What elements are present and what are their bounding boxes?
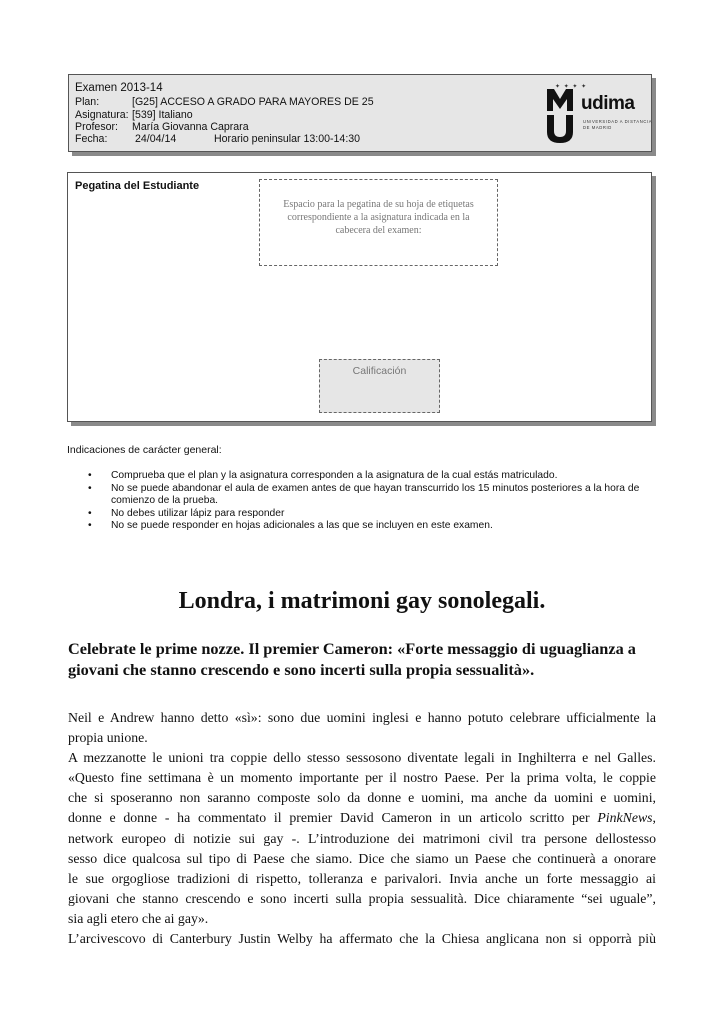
sticker-instructions: Espacio para la pegatina de su hoja de etiquetas correspondiente a la asignatura indicada en la cabecera del examen:: [283, 199, 474, 236]
bullet-icon: •: [88, 520, 92, 532]
mu-logo-icon: [545, 87, 581, 145]
student-sticker-label: Pegatina del Estudiante: [75, 180, 200, 192]
exam-header: [68, 74, 652, 152]
logo-subtitle-1: UNIVERSIDAD A DISTANCIA: [583, 119, 653, 124]
body-line: sesso dice qualcosa sul tipo di Paese che siamo. Dice che siamo un Paese che continuerà a onorare: [68, 850, 656, 866]
schedule-value: Horario peninsular 13:00-14:30: [214, 133, 361, 145]
logo-wordmark: udima: [581, 93, 635, 114]
bullet-icon: •: [88, 482, 92, 494]
plan-label: Plan:: [75, 96, 100, 108]
plan-value: [G25] ACCESO A GRADO PARA MAYORES DE 25: [132, 96, 374, 108]
list-item: • No debes utilizar lápiz para responder: [88, 507, 285, 519]
body-line: giovani che stanno crescendo e sono incerti sulla propia sessualità. Dice chiaramente “sei uguale”,: [68, 890, 656, 906]
subject-value: [539] Italiano: [132, 109, 193, 121]
grade-label: Calificación: [352, 365, 407, 377]
body-line: sia agli etero che ai gay».: [68, 910, 209, 926]
list-item: • No se puede responder en hojas adicionales a las que se incluyen en este examen.: [88, 520, 493, 532]
article-title: Londra, i matrimoni gay sonolegali.: [178, 588, 546, 614]
logo-subtitle-2: DE MADRID: [583, 125, 612, 130]
body-line: L’arcivescovo di Canterbury Justin Welby ha affermato che la Chiesa anglicana non si opporrà più: [68, 931, 656, 947]
body-line: donne e donne - ha commentato il premier David Cameron in un articolo scritto per PinkNews,: [68, 810, 656, 826]
body-line: A mezzanotte le unioni tra coppie dello stesso sessosono diventate legali in Inghilterra e nel Galles.: [68, 750, 656, 766]
list-item: • No se puede abandonar el aula de examen antes de que hayan transcurrido los 15 minutos posteriores a la hora de comienzo de la prueba.: [88, 482, 640, 507]
date-value: 24/04/14: [135, 133, 177, 145]
sticker-area: [259, 179, 498, 266]
body-line: Neil e Andrew hanno detto «sì»: sono due uomini inglesi e hanno potuto celebrare ufficialmente la: [68, 710, 656, 725]
date-label: Fecha:: [75, 133, 108, 145]
grade-box: [319, 359, 440, 413]
article-subtitle: Celebrate le prime nozze. Il premier Cameron: «Forte messaggio di uguaglianza a giovani che stanno crescendo e sono incerti sulla propia sessualità».: [68, 639, 636, 679]
body-line: network europeo di notizie sui gay -. L’introduzione dei matrimoni civil tra persone dellostesso: [68, 830, 656, 846]
crown-icon: ✦ ✦ ✦ ✦: [555, 84, 588, 90]
pinknews-name: PinkNews: [597, 810, 653, 826]
body-line: «Questo fine settimana è un momento importante per il nostro Paese. Per la prima volta, le coppie: [68, 770, 656, 786]
udima-logo: [545, 81, 653, 145]
student-sticker-box: [67, 172, 652, 422]
article-body: [68, 708, 656, 949]
subject-label: Asignatura:: [75, 109, 129, 121]
bullet-icon: •: [88, 507, 92, 519]
exam-year: Examen 2013-14: [75, 82, 163, 94]
professor-label: Profesor:: [75, 121, 118, 133]
list-item: • Comprueba que el plan y la asignatura corresponden a la asignatura de la cual estás matriculado.: [88, 470, 558, 481]
body-line: propia unione.: [68, 730, 148, 746]
body-line: che si sposeranno non saranno composte solo da donne e uomini, ma anche da uomini e uomini,: [68, 790, 656, 806]
indications-title: Indicaciones de carácter general:: [67, 444, 222, 456]
indications-list: [88, 470, 668, 533]
professor-value: María Giovanna Caprara: [132, 121, 249, 133]
bullet-icon: •: [88, 470, 92, 481]
body-line: le sue orgogliose tradizioni di rispetto, tolleranza e parivalori. Invia anche un forte messaggio ai: [68, 870, 656, 886]
